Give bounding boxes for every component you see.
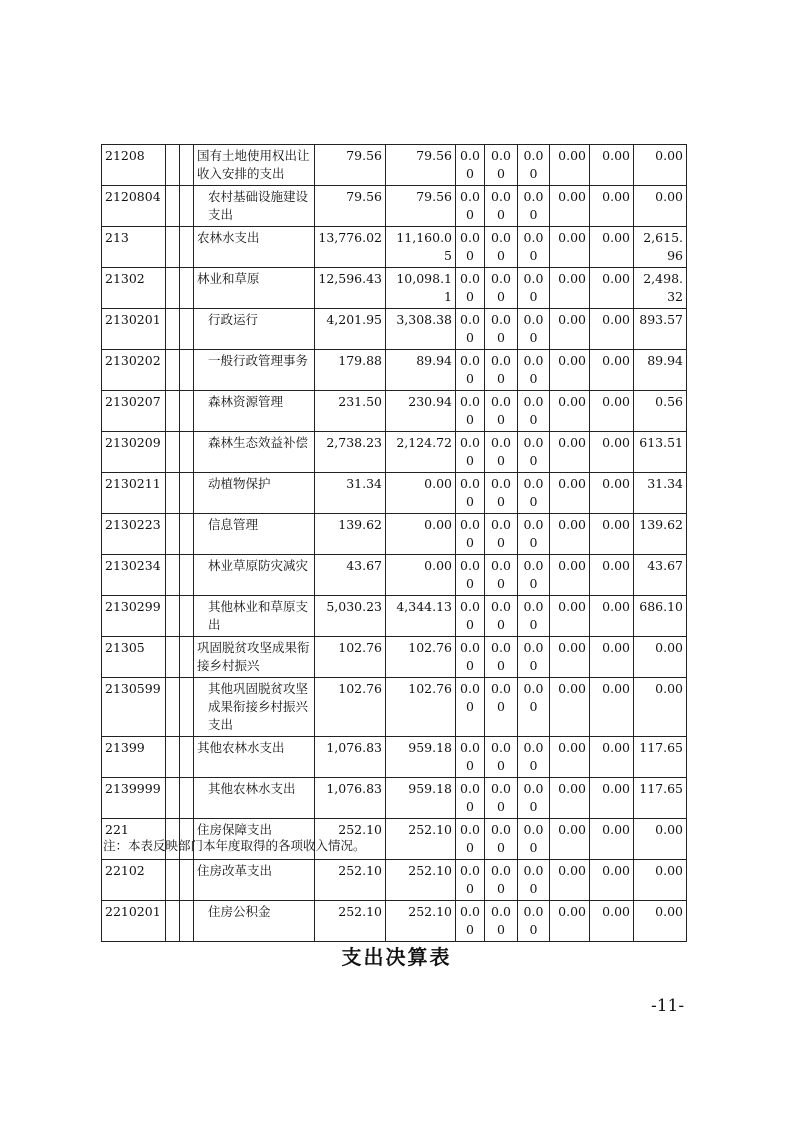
budget-table [101,144,687,942]
row-value-cell: 0.00 [518,309,550,350]
table-body [102,145,687,942]
row-code-cell: 2130202 [102,350,166,391]
row-name-cell: 农林水支出 [194,227,315,268]
row-value-cell: 0.00 [550,778,590,819]
row-value-cell: 0.00 [590,778,634,819]
row-value-cell: 0.00 [590,432,634,473]
row-value-cell: 0.00 [485,391,518,432]
row-code-cell: 2130207 [102,391,166,432]
row-blank-cell [180,309,194,350]
row-blank-cell [180,778,194,819]
row-value-cell: 79.56 [315,145,386,186]
row-name-cell: 一般行政管理事务 [194,350,315,391]
row-value-cell: 0.00 [485,555,518,596]
row-name-cell: 住房保障支出 [194,819,315,860]
row-value-cell: 0.00 [456,145,485,186]
table-row [102,637,687,678]
table-row [102,778,687,819]
row-value-cell: 0.00 [518,514,550,555]
row-value-cell: 0.00 [550,432,590,473]
row-value-cell: 0.00 [456,637,485,678]
section-title: 支出决算表 [341,945,452,969]
row-code-cell: 21302 [102,268,166,309]
row-name-cell: 住房公积金 [194,901,315,942]
row-code-cell: 2130209 [102,432,166,473]
row-code-cell: 2139999 [102,778,166,819]
row-value-cell: 2,498.32 [634,268,687,309]
row-value-cell: 1,076.83 [315,737,386,778]
row-value-cell: 0.56 [634,391,687,432]
row-value-cell: 0.00 [386,555,456,596]
table-row [102,391,687,432]
row-value-cell: 43.67 [315,555,386,596]
row-blank-cell [166,391,180,432]
row-name-cell: 住房改革支出 [194,860,315,901]
row-blank-cell [166,145,180,186]
row-blank-cell [166,637,180,678]
row-value-cell: 0.00 [550,473,590,514]
row-value-cell: 0.00 [590,473,634,514]
table-row [102,596,687,637]
table-row [102,737,687,778]
row-value-cell: 79.56 [386,145,456,186]
row-value-cell: 0.00 [590,227,634,268]
row-value-cell: 230.94 [386,391,456,432]
row-code-cell: 22102 [102,860,166,901]
row-code-cell: 2130223 [102,514,166,555]
row-value-cell: 2,615.96 [634,227,687,268]
row-value-cell: 0.00 [550,145,590,186]
row-name-cell: 行政运行 [194,309,315,350]
row-value-cell: 0.00 [456,186,485,227]
row-blank-cell [180,186,194,227]
row-blank-cell [166,596,180,637]
row-value-cell: 79.56 [315,186,386,227]
row-value-cell: 0.00 [518,819,550,860]
row-value-cell: 179.88 [315,350,386,391]
row-code-cell: 2130299 [102,596,166,637]
row-name-cell: 巩固脱贫攻坚成果衔接乡村振兴 [194,637,315,678]
row-value-cell: 89.94 [634,350,687,391]
row-blank-cell [166,514,180,555]
row-value-cell: 0.00 [590,555,634,596]
row-value-cell: 0.00 [518,227,550,268]
row-value-cell: 5,030.23 [315,596,386,637]
row-value-cell: 10,098.11 [386,268,456,309]
row-value-cell: 102.76 [315,678,386,737]
row-value-cell: 0.00 [550,555,590,596]
row-value-cell: 0.00 [550,678,590,737]
row-blank-cell [180,227,194,268]
row-value-cell: 0.00 [485,860,518,901]
row-value-cell: 252.10 [386,860,456,901]
row-value-cell: 0.00 [634,145,687,186]
row-value-cell: 0.00 [590,678,634,737]
row-blank-cell [166,778,180,819]
row-name-cell: 其他农林水支出 [194,737,315,778]
row-value-cell: 0.00 [485,432,518,473]
row-value-cell: 252.10 [386,901,456,942]
row-blank-cell [166,309,180,350]
row-blank-cell [166,227,180,268]
row-value-cell: 0.00 [518,860,550,901]
row-name-cell: 其他农林水支出 [194,778,315,819]
row-value-cell: 0.00 [590,391,634,432]
row-value-cell: 0.00 [590,596,634,637]
row-value-cell: 0.00 [590,268,634,309]
table-row [102,145,687,186]
row-value-cell: 0.00 [485,778,518,819]
row-value-cell: 0.00 [550,860,590,901]
row-blank-cell [180,268,194,309]
row-value-cell: 0.00 [550,350,590,391]
row-value-cell: 0.00 [518,268,550,309]
row-value-cell: 0.00 [590,309,634,350]
row-blank-cell [166,901,180,942]
row-name-cell: 动植物保护 [194,473,315,514]
table-row [102,514,687,555]
row-name-cell: 农村基础设施建设支出 [194,186,315,227]
row-value-cell: 0.00 [485,678,518,737]
row-value-cell: 0.00 [550,309,590,350]
row-value-cell: 0.00 [456,778,485,819]
row-name-cell: 森林资源管理 [194,391,315,432]
row-blank-cell [166,860,180,901]
row-value-cell: 0.00 [485,350,518,391]
row-value-cell: 613.51 [634,432,687,473]
row-code-cell: 2130599 [102,678,166,737]
row-code-cell: 2130211 [102,473,166,514]
page-number: -11- [651,996,685,1016]
row-value-cell: 0.00 [456,737,485,778]
row-blank-cell [166,432,180,473]
row-value-cell: 0.00 [518,432,550,473]
row-value-cell: 0.00 [485,309,518,350]
table-note: 注：本表反映部门本年度取得的各项收入情况。 [103,838,366,853]
row-value-cell: 0.00 [456,901,485,942]
row-value-cell: 11,160.05 [386,227,456,268]
table-row [102,901,687,942]
row-value-cell: 0.00 [485,268,518,309]
row-value-cell: 1,076.83 [315,778,386,819]
row-name-cell: 其他巩固脱贫攻坚成果衔接乡村振兴支出 [194,678,315,737]
row-code-cell: 213 [102,227,166,268]
row-value-cell: 231.50 [315,391,386,432]
row-value-cell: 2,738.23 [315,432,386,473]
row-value-cell: 0.00 [518,637,550,678]
row-value-cell: 252.10 [315,901,386,942]
row-value-cell: 12,596.43 [315,268,386,309]
row-name-cell: 国有土地使用权出让收入安排的支出 [194,145,315,186]
row-value-cell: 0.00 [518,473,550,514]
row-value-cell: 0.00 [485,819,518,860]
row-value-cell: 89.94 [386,350,456,391]
row-value-cell: 0.00 [456,860,485,901]
row-value-cell: 117.65 [634,778,687,819]
row-value-cell: 0.00 [550,901,590,942]
row-value-cell: 0.00 [590,860,634,901]
row-blank-cell [180,555,194,596]
table-row [102,860,687,901]
table-row [102,309,687,350]
row-value-cell: 0.00 [590,819,634,860]
row-value-cell: 0.00 [518,186,550,227]
row-value-cell: 0.00 [518,678,550,737]
table-row [102,268,687,309]
row-value-cell: 0.00 [456,391,485,432]
row-value-cell: 0.00 [550,268,590,309]
row-value-cell: 0.00 [456,819,485,860]
row-blank-cell [166,268,180,309]
row-value-cell: 0.00 [456,514,485,555]
row-value-cell: 0.00 [550,737,590,778]
row-value-cell: 117.65 [634,737,687,778]
row-value-cell: 0.00 [634,186,687,227]
row-blank-cell [180,860,194,901]
table-row [102,555,687,596]
row-value-cell: 252.10 [315,860,386,901]
row-value-cell: 959.18 [386,737,456,778]
row-blank-cell [166,678,180,737]
row-value-cell: 0.00 [456,432,485,473]
row-value-cell: 0.00 [550,227,590,268]
row-value-cell: 0.00 [590,514,634,555]
row-value-cell: 0.00 [550,637,590,678]
row-blank-cell [166,350,180,391]
row-value-cell: 0.00 [518,596,550,637]
row-value-cell: 0.00 [590,637,634,678]
row-value-cell: 31.34 [634,473,687,514]
row-name-cell: 信息管理 [194,514,315,555]
row-value-cell: 0.00 [634,860,687,901]
row-blank-cell [166,186,180,227]
row-value-cell: 0.00 [386,473,456,514]
row-value-cell: 959.18 [386,778,456,819]
row-value-cell: 31.34 [315,473,386,514]
row-value-cell: 0.00 [550,596,590,637]
row-blank-cell [180,473,194,514]
row-value-cell: 0.00 [518,901,550,942]
row-value-cell: 252.10 [315,819,386,860]
row-value-cell: 0.00 [456,350,485,391]
row-value-cell: 0.00 [550,514,590,555]
row-value-cell: 102.76 [315,637,386,678]
row-value-cell: 3,308.38 [386,309,456,350]
row-value-cell: 0.00 [485,596,518,637]
row-blank-cell [180,901,194,942]
row-blank-cell [180,145,194,186]
row-value-cell: 0.00 [518,555,550,596]
row-value-cell: 0.00 [634,819,687,860]
row-code-cell: 2210201 [102,901,166,942]
row-value-cell: 4,344.13 [386,596,456,637]
row-value-cell: 0.00 [485,186,518,227]
row-name-cell: 森林生态效益补偿 [194,432,315,473]
row-blank-cell [166,555,180,596]
row-blank-cell [180,514,194,555]
row-value-cell: 4,201.95 [315,309,386,350]
table-row [102,350,687,391]
row-name-cell: 其他林业和草原支出 [194,596,315,637]
row-blank-cell [166,473,180,514]
row-value-cell: 0.00 [485,737,518,778]
row-value-cell: 43.67 [634,555,687,596]
row-value-cell: 139.62 [634,514,687,555]
row-value-cell: 686.10 [634,596,687,637]
row-value-cell: 79.56 [386,186,456,227]
row-code-cell: 21399 [102,737,166,778]
row-value-cell: 0.00 [386,514,456,555]
row-value-cell: 0.00 [485,637,518,678]
row-blank-cell [180,737,194,778]
row-value-cell: 0.00 [634,637,687,678]
row-value-cell: 139.62 [315,514,386,555]
row-blank-cell [180,350,194,391]
row-value-cell: 0.00 [485,227,518,268]
row-value-cell: 0.00 [518,737,550,778]
row-value-cell: 0.00 [456,678,485,737]
row-value-cell: 0.00 [485,514,518,555]
row-value-cell: 0.00 [456,555,485,596]
row-value-cell: 0.00 [456,268,485,309]
row-code-cell: 21208 [102,145,166,186]
row-value-cell: 0.00 [550,819,590,860]
row-value-cell: 0.00 [590,145,634,186]
row-value-cell: 0.00 [485,473,518,514]
row-value-cell: 0.00 [456,473,485,514]
row-value-cell: 0.00 [518,350,550,391]
row-value-cell: 13,776.02 [315,227,386,268]
row-value-cell: 0.00 [590,737,634,778]
row-value-cell: 0.00 [518,391,550,432]
row-value-cell: 102.76 [386,637,456,678]
row-value-cell: 0.00 [485,901,518,942]
row-value-cell: 0.00 [456,596,485,637]
row-value-cell: 0.00 [634,678,687,737]
table-row [102,432,687,473]
row-value-cell: 0.00 [550,186,590,227]
row-code-cell: 21305 [102,637,166,678]
row-name-cell: 林业和草原 [194,268,315,309]
row-value-cell: 0.00 [590,901,634,942]
row-value-cell: 252.10 [386,819,456,860]
row-name-cell: 林业草原防灾减灾 [194,555,315,596]
row-value-cell: 0.00 [590,186,634,227]
row-blank-cell [180,432,194,473]
row-code-cell: 2130234 [102,555,166,596]
row-blank-cell [180,596,194,637]
row-code-cell: 2130201 [102,309,166,350]
row-value-cell: 0.00 [518,145,550,186]
row-value-cell: 102.76 [386,678,456,737]
row-code-cell: 2120804 [102,186,166,227]
table-row [102,227,687,268]
row-value-cell: 0.00 [518,778,550,819]
row-value-cell: 893.57 [634,309,687,350]
row-value-cell: 0.00 [485,145,518,186]
table-row [102,186,687,227]
table-row [102,678,687,737]
row-blank-cell [166,737,180,778]
row-value-cell: 0.00 [456,227,485,268]
row-blank-cell [180,637,194,678]
table-row [102,473,687,514]
row-value-cell: 0.00 [590,350,634,391]
row-blank-cell [180,391,194,432]
row-value-cell: 0.00 [634,901,687,942]
row-value-cell: 2,124.72 [386,432,456,473]
row-code-cell: 221 [102,819,166,860]
row-value-cell: 0.00 [456,309,485,350]
row-blank-cell [180,678,194,737]
row-value-cell: 0.00 [550,391,590,432]
